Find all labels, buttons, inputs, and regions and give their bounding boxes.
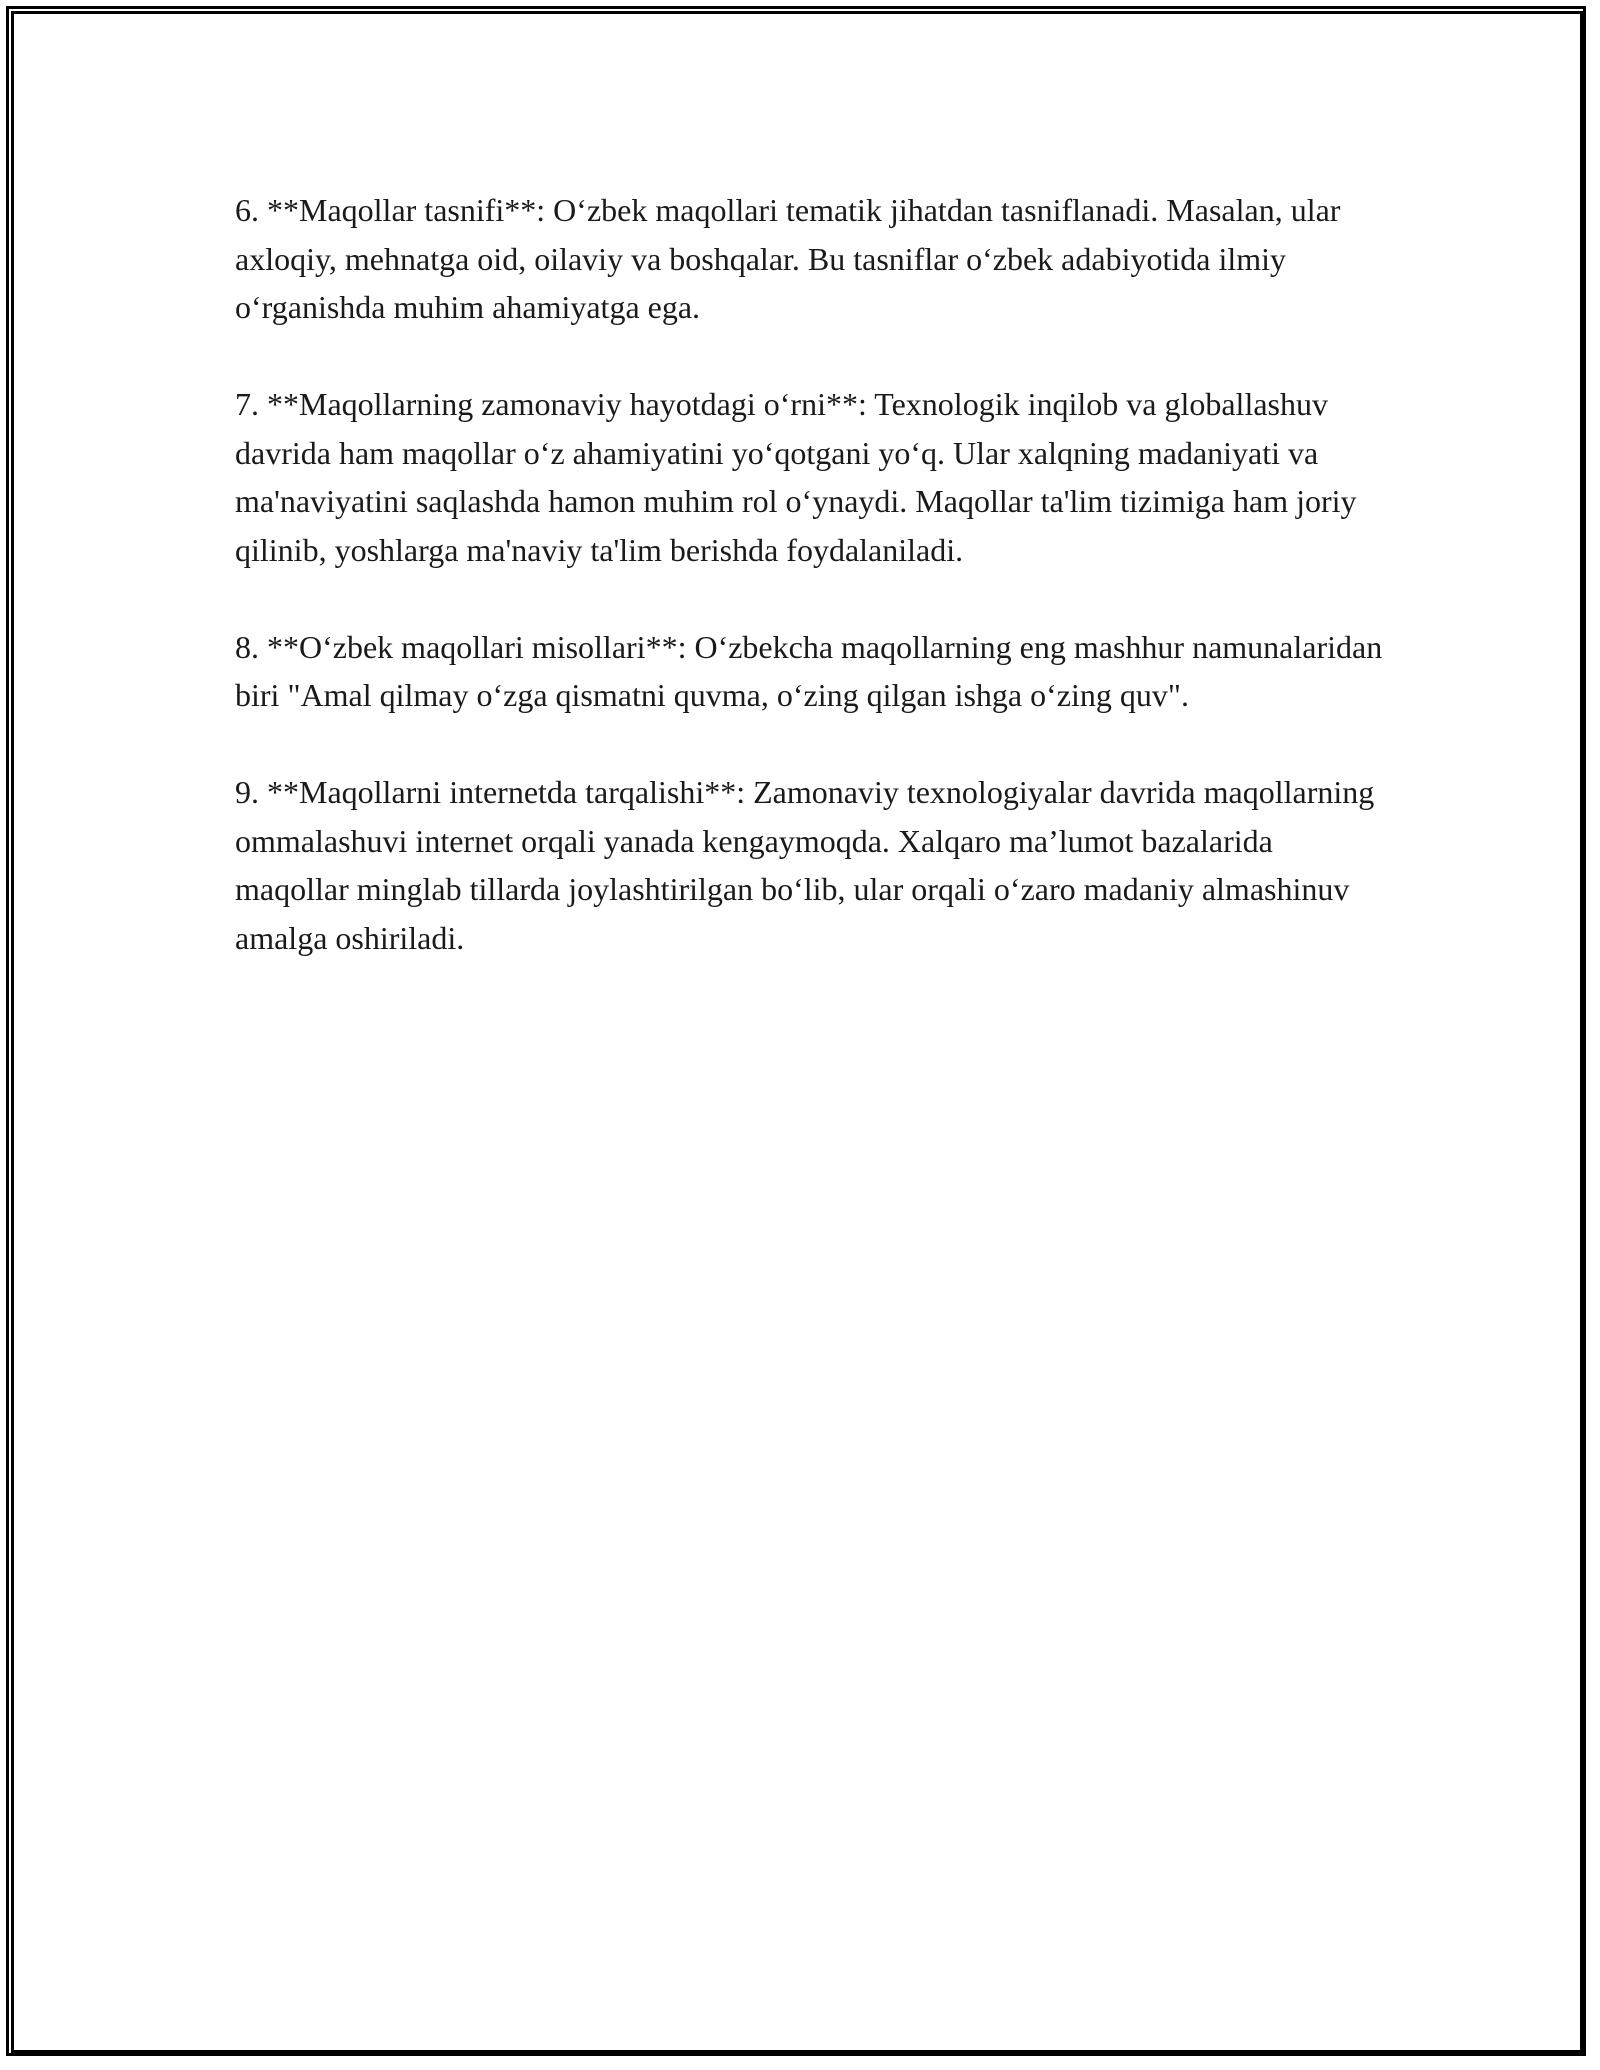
paragraph-7: 7. **Maqollarning zamonaviy hayotdagi o‘rni**: Texnologik inqilob va globallashuv davrida ham maqollar o‘z ahamiyatini yo‘qotgani yo‘q. Ular xalqning madaniyati va ma'naviyatini saqlashda hamon muhim rol o‘ynaydi. Maqollar ta'lim tizimiga ham joriy qilinib, yoshlarga ma'naviy ta'lim berishda foydalaniladi. <box>235 386 1357 568</box>
paragraph-9: 9. **Maqollarni internetda tarqalishi**: Zamonaviy texnologiyalar davrida maqollarning ommalashuvi internet orqali yanada kengaymoqda. Xalqaro ma’lumot bazalarida maqollar minglab tillarda joylashtirilgan bo‘lib, ular orqali o‘zaro madaniy almashinuv amalga oshiriladi. <box>235 774 1375 956</box>
paragraph-6: 6. **Maqollar tasnifi**: O‘zbek maqollari tematik jihatdan tasniflanadi. Masalan, ular axloqiy, mehnatga oid, oilaviy va boshqalar. Bu tasniflar o‘zbek adabiyotida ilmiy o‘rganishda muhim ahamiyatga ega. <box>235 192 1341 325</box>
paragraph-8: 8. **O‘zbek maqollari misollari**: O‘zbekcha maqollarning eng mashhur namunalaridan biri "Amal qilmay o‘zga qismatni quvma, o‘zing qilgan ishga o‘zing quv". <box>235 628 1383 713</box>
page-content <box>235 186 1385 1011</box>
